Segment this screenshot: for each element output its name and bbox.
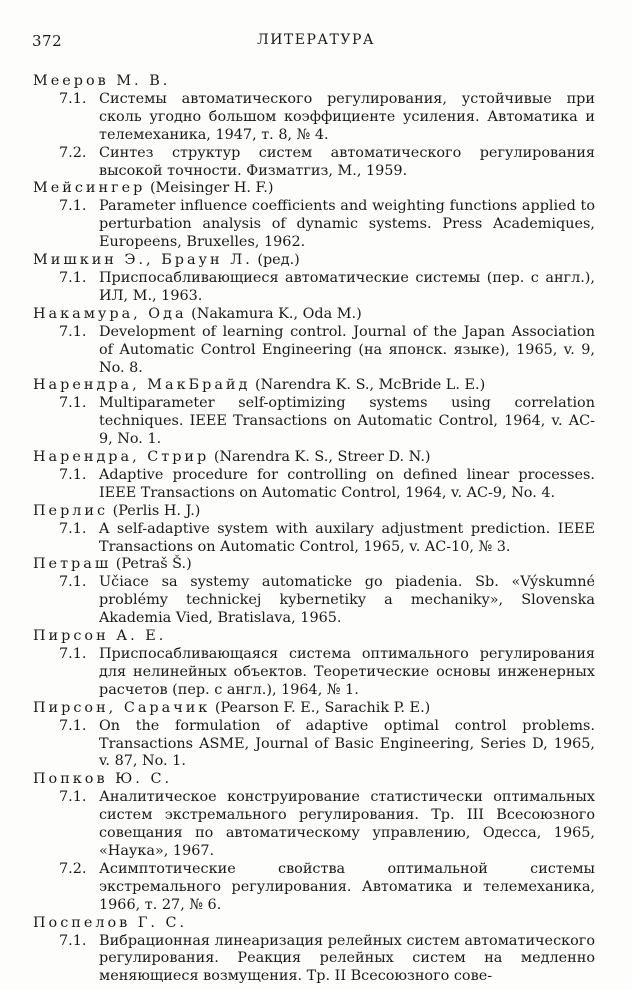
reference-author (33, 180, 595, 198)
page-header (32, 32, 600, 54)
entry-text: Приспосабливающаяся система оптимального регулирования для нелинейных объектов. Теоретические основы инженерных расчетов (пер. с англ.), 1964, № 1. (99, 646, 595, 698)
reference-author (33, 306, 595, 324)
reference-entry (33, 646, 595, 700)
reference-entry (33, 145, 595, 181)
author-name: Мейсингер (33, 180, 146, 197)
entry-text: Učiace sa systemy automaticke go piadenia. Sb. «Výskumné problémy technickej kybernetiky a mechaniky», Slovenska Akademia Vied, Bratislava, 1965. (99, 574, 595, 627)
entry-number: 7.1. (59, 932, 87, 949)
reference-author (33, 628, 595, 646)
entry-number: 7.1. (59, 646, 87, 662)
author-name: Нарендра, МакБрайд (33, 377, 251, 394)
reference-entry (33, 324, 595, 378)
reference-entry (33, 521, 595, 557)
entry-number: 7.2. (59, 860, 87, 877)
reference-entry (33, 270, 595, 306)
author-note: (Nakamura K., Oda M.) (191, 305, 362, 322)
author-note: (Meisinger H. F.) (149, 180, 274, 197)
running-title: ЛИТЕРАТУРА (257, 32, 375, 48)
reference-entry (33, 718, 595, 772)
entry-text: Синтез структур систем автоматического регулирования высокой точности. Физматгиз, М., 1959. (99, 144, 595, 179)
reference-entry (33, 91, 595, 145)
entry-text: Вибрационная линеаризация релейных систем автоматического регулирования. Реакция релейных систем на медленно меняющиеся возмущения. Тр. II Всесоюзного сове- (99, 932, 595, 985)
author-name: Поспелов Г. С. (33, 914, 188, 931)
reference-author (33, 377, 595, 395)
entry-text: Приспосабливающиеся автоматические системы (пер. с англ.), ИЛ, М., 1963. (99, 269, 595, 304)
author-note: (Narendra K. S., Streer D. N.) (213, 449, 431, 466)
reference-list (33, 73, 595, 986)
reference-author (33, 252, 595, 270)
reference-author (33, 556, 595, 574)
author-name: Мишкин Э., Браун Л. (33, 252, 253, 269)
entry-number: 7.1. (59, 323, 87, 340)
author-note: (ред.) (257, 252, 300, 269)
entry-text: Development of learning control. Journal of the Japan Association of Automatic Control Engineering (на японск. языке), 1965, v. 9, No. 8. (99, 323, 595, 376)
reference-entry (33, 933, 595, 987)
reference-entry (33, 198, 595, 252)
author-name: Петраш (33, 556, 112, 573)
reference-author (33, 771, 595, 789)
reference-author (33, 915, 595, 933)
author-name: Перлис (33, 502, 109, 519)
entry-text: Системы автоматического регулирования, устойчивые при сколь угодно большом коэффициенте усиления. Автоматика и телемеханика, 1947, т. 8, № 4. (99, 90, 595, 143)
author-note: (Petraš Š.) (115, 556, 192, 573)
author-name: Накамура, Ода (33, 305, 187, 322)
reference-entry (33, 467, 595, 503)
entry-number: 7.1. (59, 789, 87, 806)
entry-text: A self-adaptive system with auxilary adjustment prediction. IEEE Transactions on Automatic Control, 1965, v. AC-10, № 3. (99, 520, 595, 555)
reference-author (33, 73, 595, 91)
entry-number: 7.1. (59, 395, 87, 412)
page-number: 372 (32, 32, 63, 50)
author-name: Попков Ю. С. (33, 771, 173, 788)
reference-author (33, 449, 595, 467)
reference-author (33, 700, 595, 718)
reference-entry (33, 789, 595, 861)
entry-number: 7.1. (59, 269, 87, 286)
entry-number: 7.1. (59, 90, 87, 107)
entry-number: 7.1. (59, 520, 87, 537)
author-name: Пирсон, Сарачик (33, 699, 211, 716)
entry-text: On the formulation of adaptive optimal control problems. Transactions ASME, Journal of Basic Engineering, Series D, 1965, v. 87, No. 1. (99, 717, 595, 770)
reference-entry (33, 574, 595, 628)
entry-text: Аналитическое конструирование статистически оптимальных систем экстремального регулирования. Тр. III Всесоюзного совещания по автоматическому управлению, Одесса, 1965, «Наука», 1967. (99, 789, 595, 859)
author-note: (Perlis H. J.) (112, 502, 201, 519)
author-name: Мееров М. В. (33, 73, 171, 89)
entry-number: 7.1. (59, 717, 87, 734)
reference-entry (33, 395, 595, 449)
author-name: Нарендра, Стрир (33, 449, 210, 466)
entry-text: Multiparameter self-optimizing systems using correlation techniques. IEEE Transactions on Automatic Control, 1964, v. AC-9, No. 1. (99, 395, 595, 448)
author-note: (Narendra K. S., McBride L. E.) (254, 377, 486, 394)
entry-text: Adaptive procedure for controlling on defined linear processes. IEEE Transactions on Automatic Control, 1964, v. AC-9, No. 4. (99, 466, 595, 501)
entry-number: 7.2. (59, 144, 87, 161)
reference-entry (33, 861, 595, 915)
author-name: Пирсон А. Е. (33, 628, 167, 645)
author-note: (Pearson F. E., Sarachik P. E.) (214, 699, 431, 716)
reference-author (33, 503, 595, 521)
entry-number: 7.1. (59, 198, 87, 215)
entry-text: Асимптотические свойства оптимальной системы экстремального регулирования. Автоматика и телемеханика, 1966, т. 27, № 6. (99, 860, 595, 913)
entry-number: 7.1. (59, 466, 87, 483)
entry-number: 7.1. (59, 574, 87, 591)
entry-text: Parameter influence coefficients and weighting functions applied to perturbation analysis of dynamic systems. Press Academiques, Europeens, Bruxelles, 1962. (99, 198, 595, 251)
